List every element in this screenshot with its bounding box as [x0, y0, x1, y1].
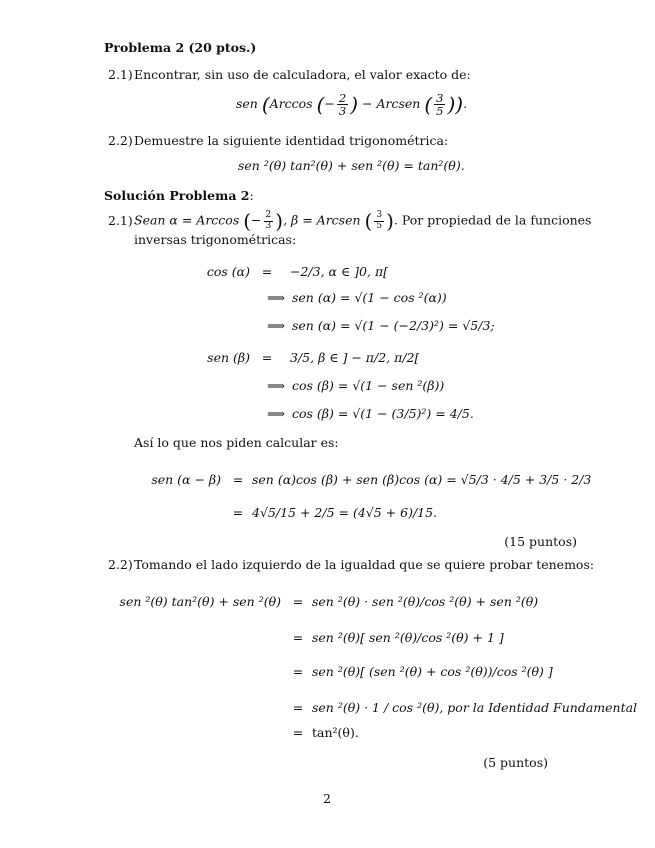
eq-rhs-1: −2/3, α ∈ ]0, π[ [290, 264, 389, 279]
formula-2-2: sen ²(θ) tan²(θ) + sen ²(θ) = tan²(θ). [238, 158, 465, 173]
calc-rhs-2: 4√5/15 + 2/5 = (4√5 + 6)/15. [252, 505, 438, 520]
item-label-2-1: 2.1) [108, 67, 133, 82]
eq-rel-4: = [261, 350, 273, 365]
solution-intro-2-2: Tomando el lado izquierdo de la igualdad que se quiere probar tenemos: [134, 557, 595, 572]
calc-lhs: sen (α − β) [151, 472, 221, 487]
s22-row-1: sen ²(θ) · sen ²(θ)/cos ²(θ) + sen ²(θ) [312, 594, 539, 609]
solution-intro-2-1-line2: inversas trigonométricas: [134, 232, 297, 247]
page-number: 2 [323, 791, 331, 806]
eq-rhs-5: cos (β) = √(1 − sen ²(β)) [292, 378, 445, 393]
asi-text: Así lo que nos piden calcular es: [134, 435, 339, 450]
statement-2-1: Encontrar, sin uso de calculadora, el valor exacto de: [134, 67, 471, 82]
calc-rel-1: = [232, 472, 244, 487]
s22-rel-1: = [292, 594, 304, 609]
s22-rel-3: = [292, 664, 304, 679]
eq-lhs-sen-beta: sen (β) [207, 350, 250, 365]
s22-row-2: sen ²(θ)[ sen ²(θ)/cos ²(θ) + 1 ] [312, 630, 504, 645]
eq-rhs-2: sen (α) = √(1 − cos ²(α)) [292, 290, 447, 305]
eq-implies-1: ⟹ [267, 290, 285, 305]
solution-intro-2-1: Sean α = Arccos (− $\frac{2}{3}$ ), β = Arcsen ( $\frac{3}{5}$ ). Por propiedad de la funciones [134, 209, 592, 233]
eq-implies-3: ⟹ [267, 378, 285, 393]
eq-rel-1: = [261, 264, 273, 279]
points-2-1: (15 puntos) [504, 534, 577, 549]
calc-rel-2: = [232, 505, 244, 520]
s22-lhs: sen ²(θ) tan²(θ) + sen ²(θ) [119, 594, 281, 609]
solution-title: Solución Problema 2: [104, 188, 254, 203]
eq-implies-4: ⟹ [267, 406, 285, 421]
s22-rel-4: = [292, 700, 304, 715]
s22-row-4: sen ²(θ) · 1 / cos ²(θ), por la Identidad Fundamental [312, 700, 638, 715]
eq-rhs-4: 3/5, β ∈ ] − π/2, π/2[ [290, 350, 420, 365]
problem-title: Problema 2 (20 ptos.) [104, 40, 257, 55]
s22-rel-2: = [292, 630, 304, 645]
item-label-2-2: 2.2) [108, 133, 133, 148]
s22-row-5: tan²(θ). [312, 725, 359, 740]
eq-implies-2: ⟹ [267, 318, 285, 333]
calc-rhs-1: sen (α)cos (β) + sen (β)cos (α) = √5/3 · 4/5 + 3/5 · 2/3 [252, 472, 592, 487]
formula-2-1: sen (Arccos (− $\frac{2}{3}$ ) − Arcsen ( $\frac{3}{5}$ )). [236, 91, 468, 119]
points-2-2: (5 puntos) [483, 755, 548, 770]
s22-rel-5: = [292, 725, 304, 740]
eq-rhs-3: sen (α) = √(1 − (−2/3)²) = √5/3; [292, 318, 495, 333]
s22-row-3: sen ²(θ)[ (sen ²(θ) + cos ²(θ))/cos ²(θ) ] [312, 664, 553, 679]
solution-label-2-1: 2.1) [108, 213, 133, 228]
solution-label-2-2: 2.2) [108, 557, 133, 572]
eq-lhs-cos-alpha: cos (α) [206, 264, 250, 279]
eq-rhs-6: cos (β) = √(1 − (3/5)²) = 4/5. [292, 406, 474, 421]
statement-2-2: Demuestre la siguiente identidad trigonométrica: [134, 133, 449, 148]
